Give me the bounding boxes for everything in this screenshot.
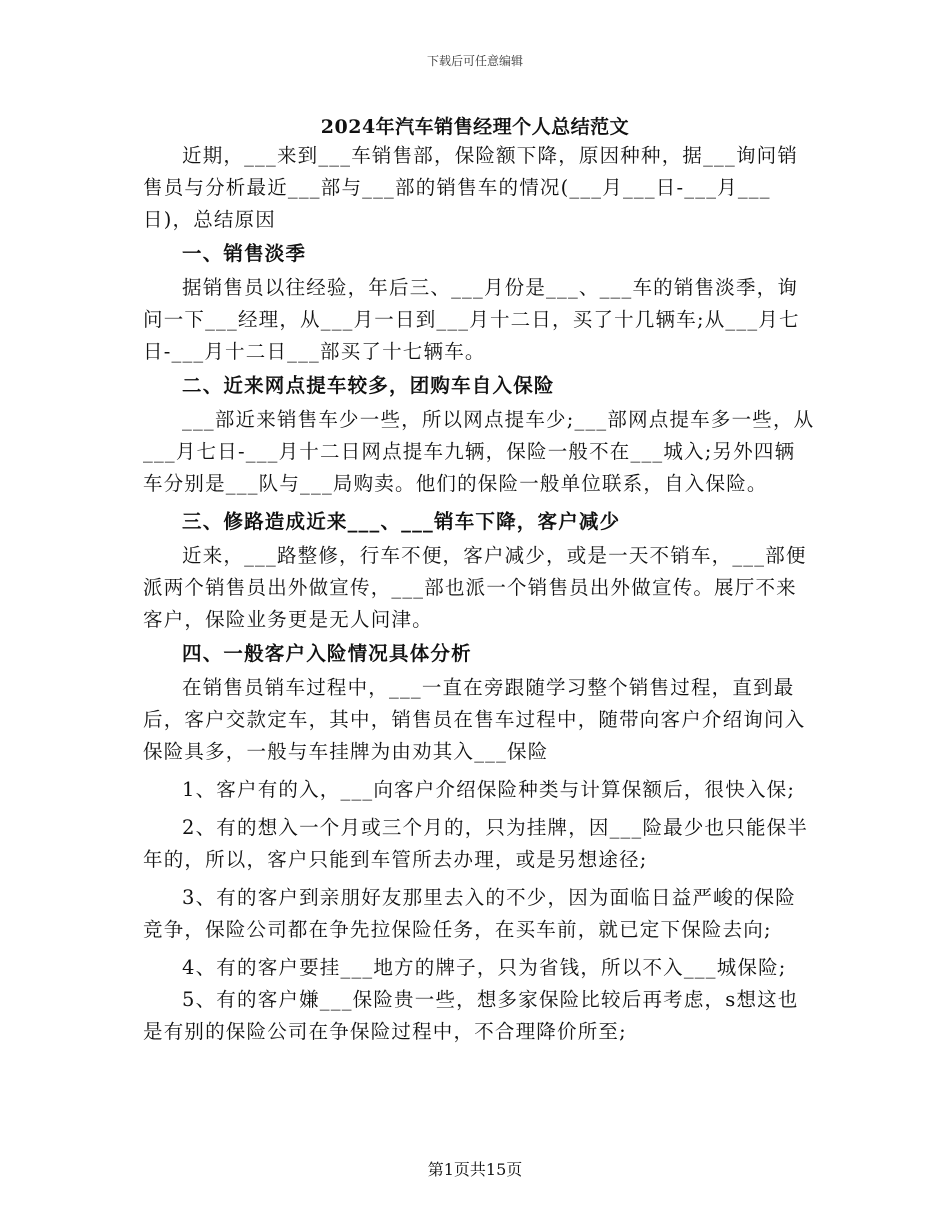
section-paragraph-2: ___部近来销售车少一些，所以网点提车少;___部网点提车多一些，从___月七日-___月十二日网点提车九辆，保险一般不在___城入;另外四辆车分别是___队与___局购卖。他们的保险一般单位联系，自入保险。 [143,408,815,495]
section-heading-1: 一、销售淡季 [182,242,307,265]
header-note: 下载后可任意编辑 [426,54,523,68]
section-paragraph-3: 近来，___路整修，行车不便，客户减少，或是一天不销车，___部便派两个销售员出外做宣传，___部也派一个销售员出外做宣传。展厅不来客户，保险业务更是无人问津。 [143,544,807,631]
section-heading-3: 三、修路造成近来___、___销车下降，客户减少 [182,510,621,533]
list-item-4: 4、有的客户要挂___地方的牌子，只为省钱，所以不入___城保险; [182,956,787,979]
list-item-5: 5、有的客户嫌___保险贵一些，想多家保险比较后再考虑，s想这也是有别的保险公司在争保险过程中，不合理降价所至; [143,988,799,1043]
section-heading-2: 二、近来网点提车较多，团购车自入保险 [182,374,555,397]
page-number-footer: 第1页共15页 [427,1160,523,1179]
section-paragraph-1: 据销售员以往经验，年后三、___月份是___、___车的销售淡季，询问一下___经理，从___月一日到___月十二日，买了十几辆车;从___月七日-___月十二日___部买了十七辆车。 [143,276,800,363]
document-title: 2024年汽车销售经理个人总结范文 [320,116,630,138]
document-body [143,140,815,1048]
section-paragraph-4: 在销售员销车过程中，___一直在旁跟随学习整个销售过程，直到最后，客户交款定车，其中，销售员在售车过程中，随带向客户介绍询问入保险具多，一般与车挂牌为由劝其入___保险 [143,676,806,763]
list-item-2: 2、有的想入一个月或三个月的，只为挂牌，因___险最少也只能保半年的，所以，客户只能到车管所去办理，或是另想途径; [143,816,809,871]
list-item-3: 3、有的客户到亲朋好友那里去入的不少，因为面临日益严峻的保险竞争，保险公司都在争先拉保险任务，在买车前，就已定下保险去向; [143,886,796,941]
list-item-1: 1、客户有的入，___向客户介绍保险种类与计算保额后，很快入保; [182,778,796,801]
intro-paragraph: 近期，___来到___车销售部，保险额下降，原因种种，据___询问销售员与分析最近___部与___部的销售车的情况(___月___日-___月___日)，总结原因 [143,144,799,231]
section-heading-4: 四、一般客户入险情况具体分析 [182,642,472,665]
